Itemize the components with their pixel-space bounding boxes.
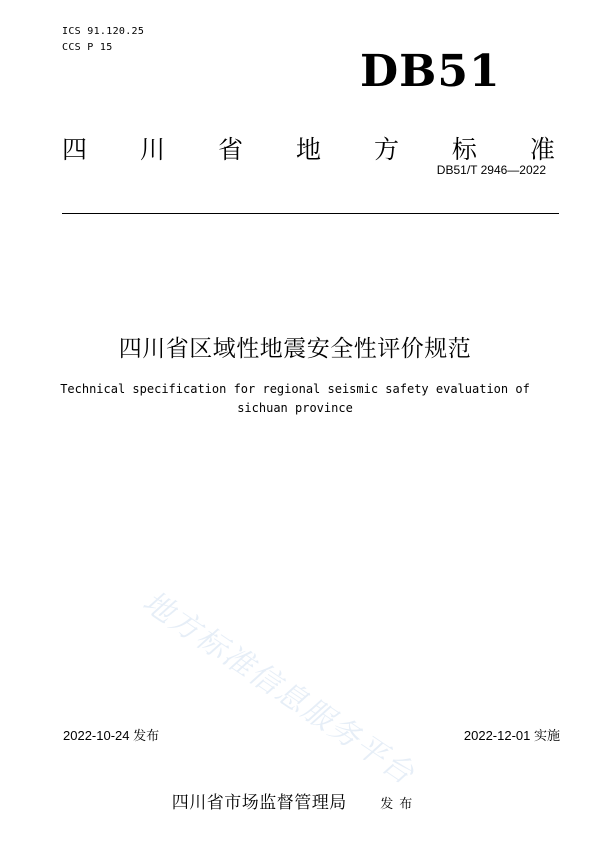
- title-english: [60, 380, 530, 418]
- standard-type-char: 省: [217, 135, 243, 164]
- title-english-line: sichuan province: [237, 401, 353, 415]
- standard-type: [62, 130, 555, 166]
- issuer: [0, 788, 590, 813]
- title-english-line: Technical specification for regional seismic safety evaluation of: [60, 382, 530, 396]
- ics-code: ICS 91.120.25: [62, 26, 145, 37]
- standard-type-char: 方: [373, 135, 399, 164]
- standard-type-char: 川: [139, 135, 165, 164]
- issuer-action: 发布: [380, 797, 419, 812]
- implement-date: 2022-12-01 实施: [463, 728, 560, 743]
- standard-type-char: 四: [62, 135, 88, 164]
- standard-type-char: 标: [451, 135, 477, 164]
- standard-number: DB51/T 2946—2022: [436, 163, 546, 177]
- header-divider: [62, 213, 559, 214]
- title-chinese: 四川省区域性地震安全性评价规范: [118, 336, 472, 362]
- standard-type-char: 准: [529, 135, 555, 164]
- standard-type-char: 地: [295, 135, 321, 164]
- watermark: 地方标准信息服务平台: [136, 584, 422, 793]
- issuer-organization: 四川省市场监督管理局: [171, 793, 347, 813]
- publish-date: 2022-10-24 发布: [63, 728, 160, 743]
- standard-code: DB51: [360, 46, 501, 97]
- ccs-code: CCS P 15: [62, 42, 113, 53]
